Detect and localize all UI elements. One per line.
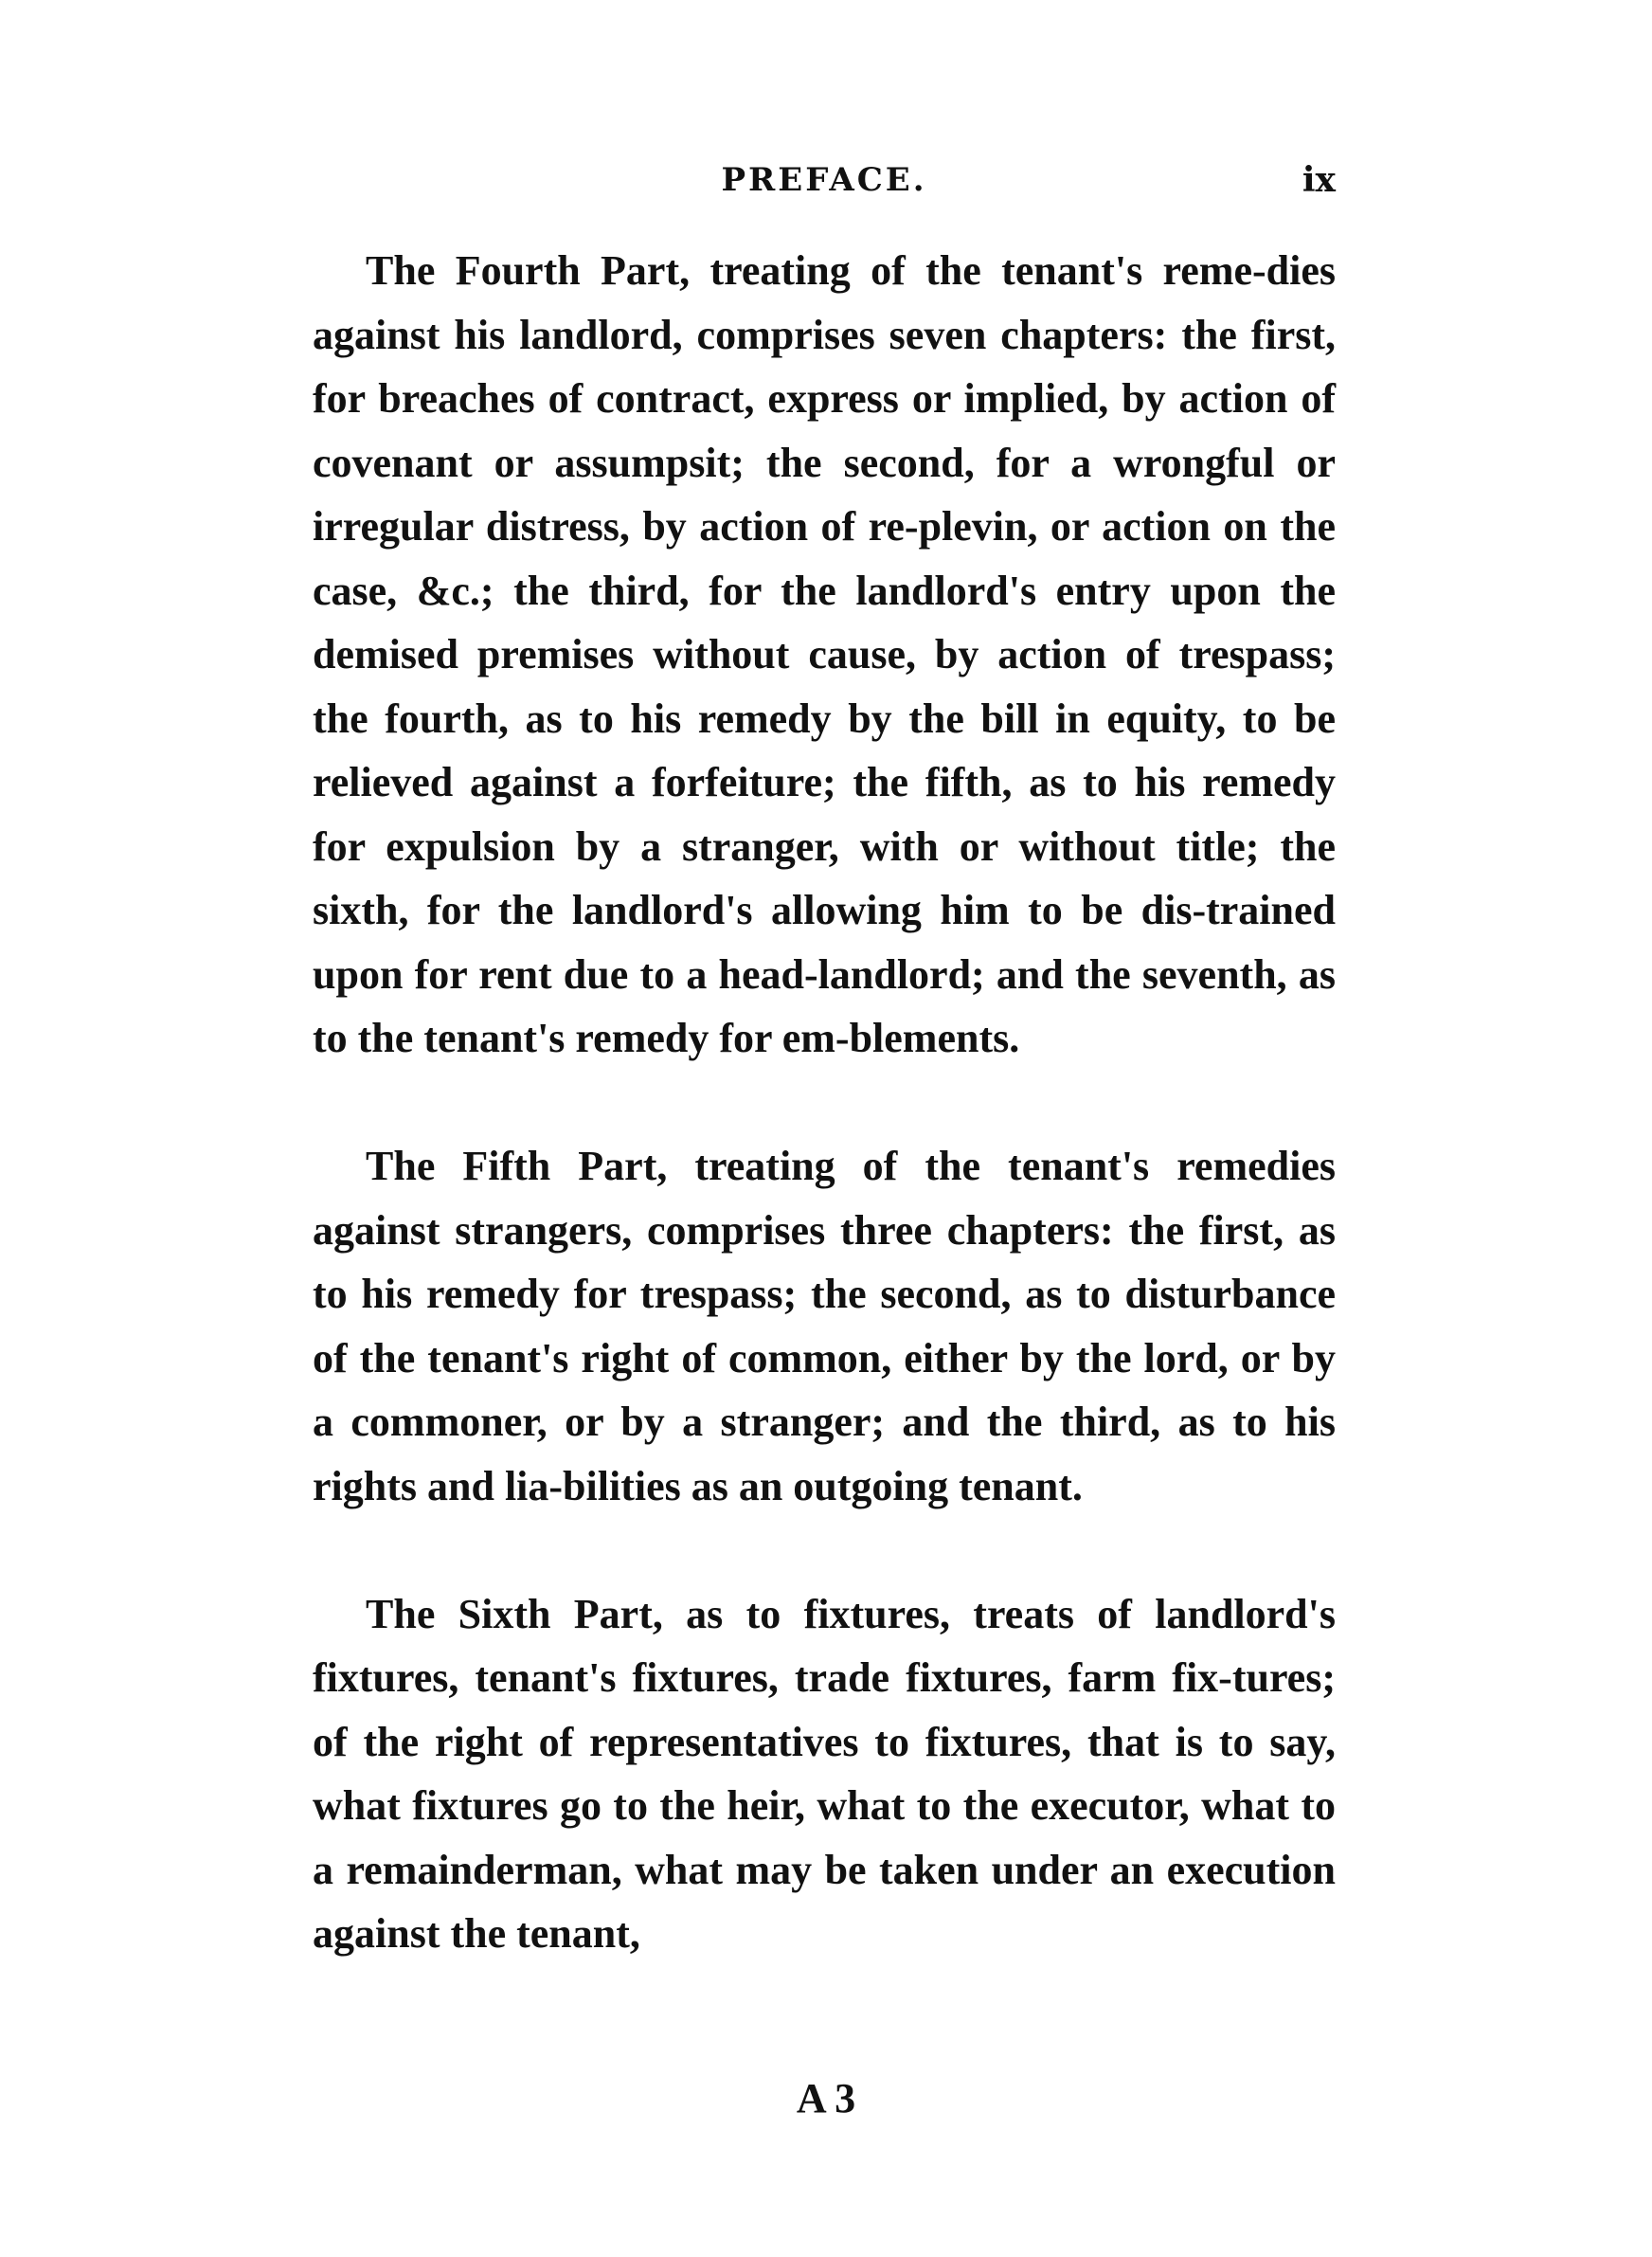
page-number: ix	[1302, 160, 1336, 200]
body-text	[313, 239, 1336, 1966]
running-title: PREFACE.	[721, 161, 927, 199]
running-head	[313, 152, 1336, 208]
paragraph-fifth-part: The Fifth Part, treating of the tenant's remedies against strangers, comprises three chapters: the first, as to his remedy for trespass; the second, as to disturbance of the tenant's right of common, either by the lord, or by a commoner, or by a stranger; and the third, as to his rights and lia-bilities as an outgoing tenant.	[313, 1143, 1336, 1509]
paragraph-fourth-part: The Fourth Part, treating of the tenant's reme-dies against his landlord, comprises seven chapters: the first, for breaches of contract, express or implied, by action of covenant or assumpsit; the second, for a wrongful or irregular distress, by action of re-plevin, or action on the case, &c.; the third, for the landlord's entry upon the demised premises without cause, by action of trespass; the fourth, as to his remedy by the bill in equity, to be relieved against a forfeiture; the fifth, as to his remedy for expulsion by a stranger, with or without title; the sixth, for the landlord's allowing him to be dis-trained upon for rent due to a head-landlord; and the seventh, as to the tenant's remedy for em-blements.	[313, 247, 1336, 1061]
signature-mark: A 3	[796, 2075, 856, 2122]
paragraph-sixth-part: The Sixth Part, as to fixtures, treats of landlord's fixtures, tenant's fixtures, trade fixtures, farm fix-tures; of the right of representatives to fixtures, that is to say, what fixtures go to the heir, what to the executor, what to a remainderman, what may be taken under an execution against the tenant,	[313, 1590, 1336, 1957]
